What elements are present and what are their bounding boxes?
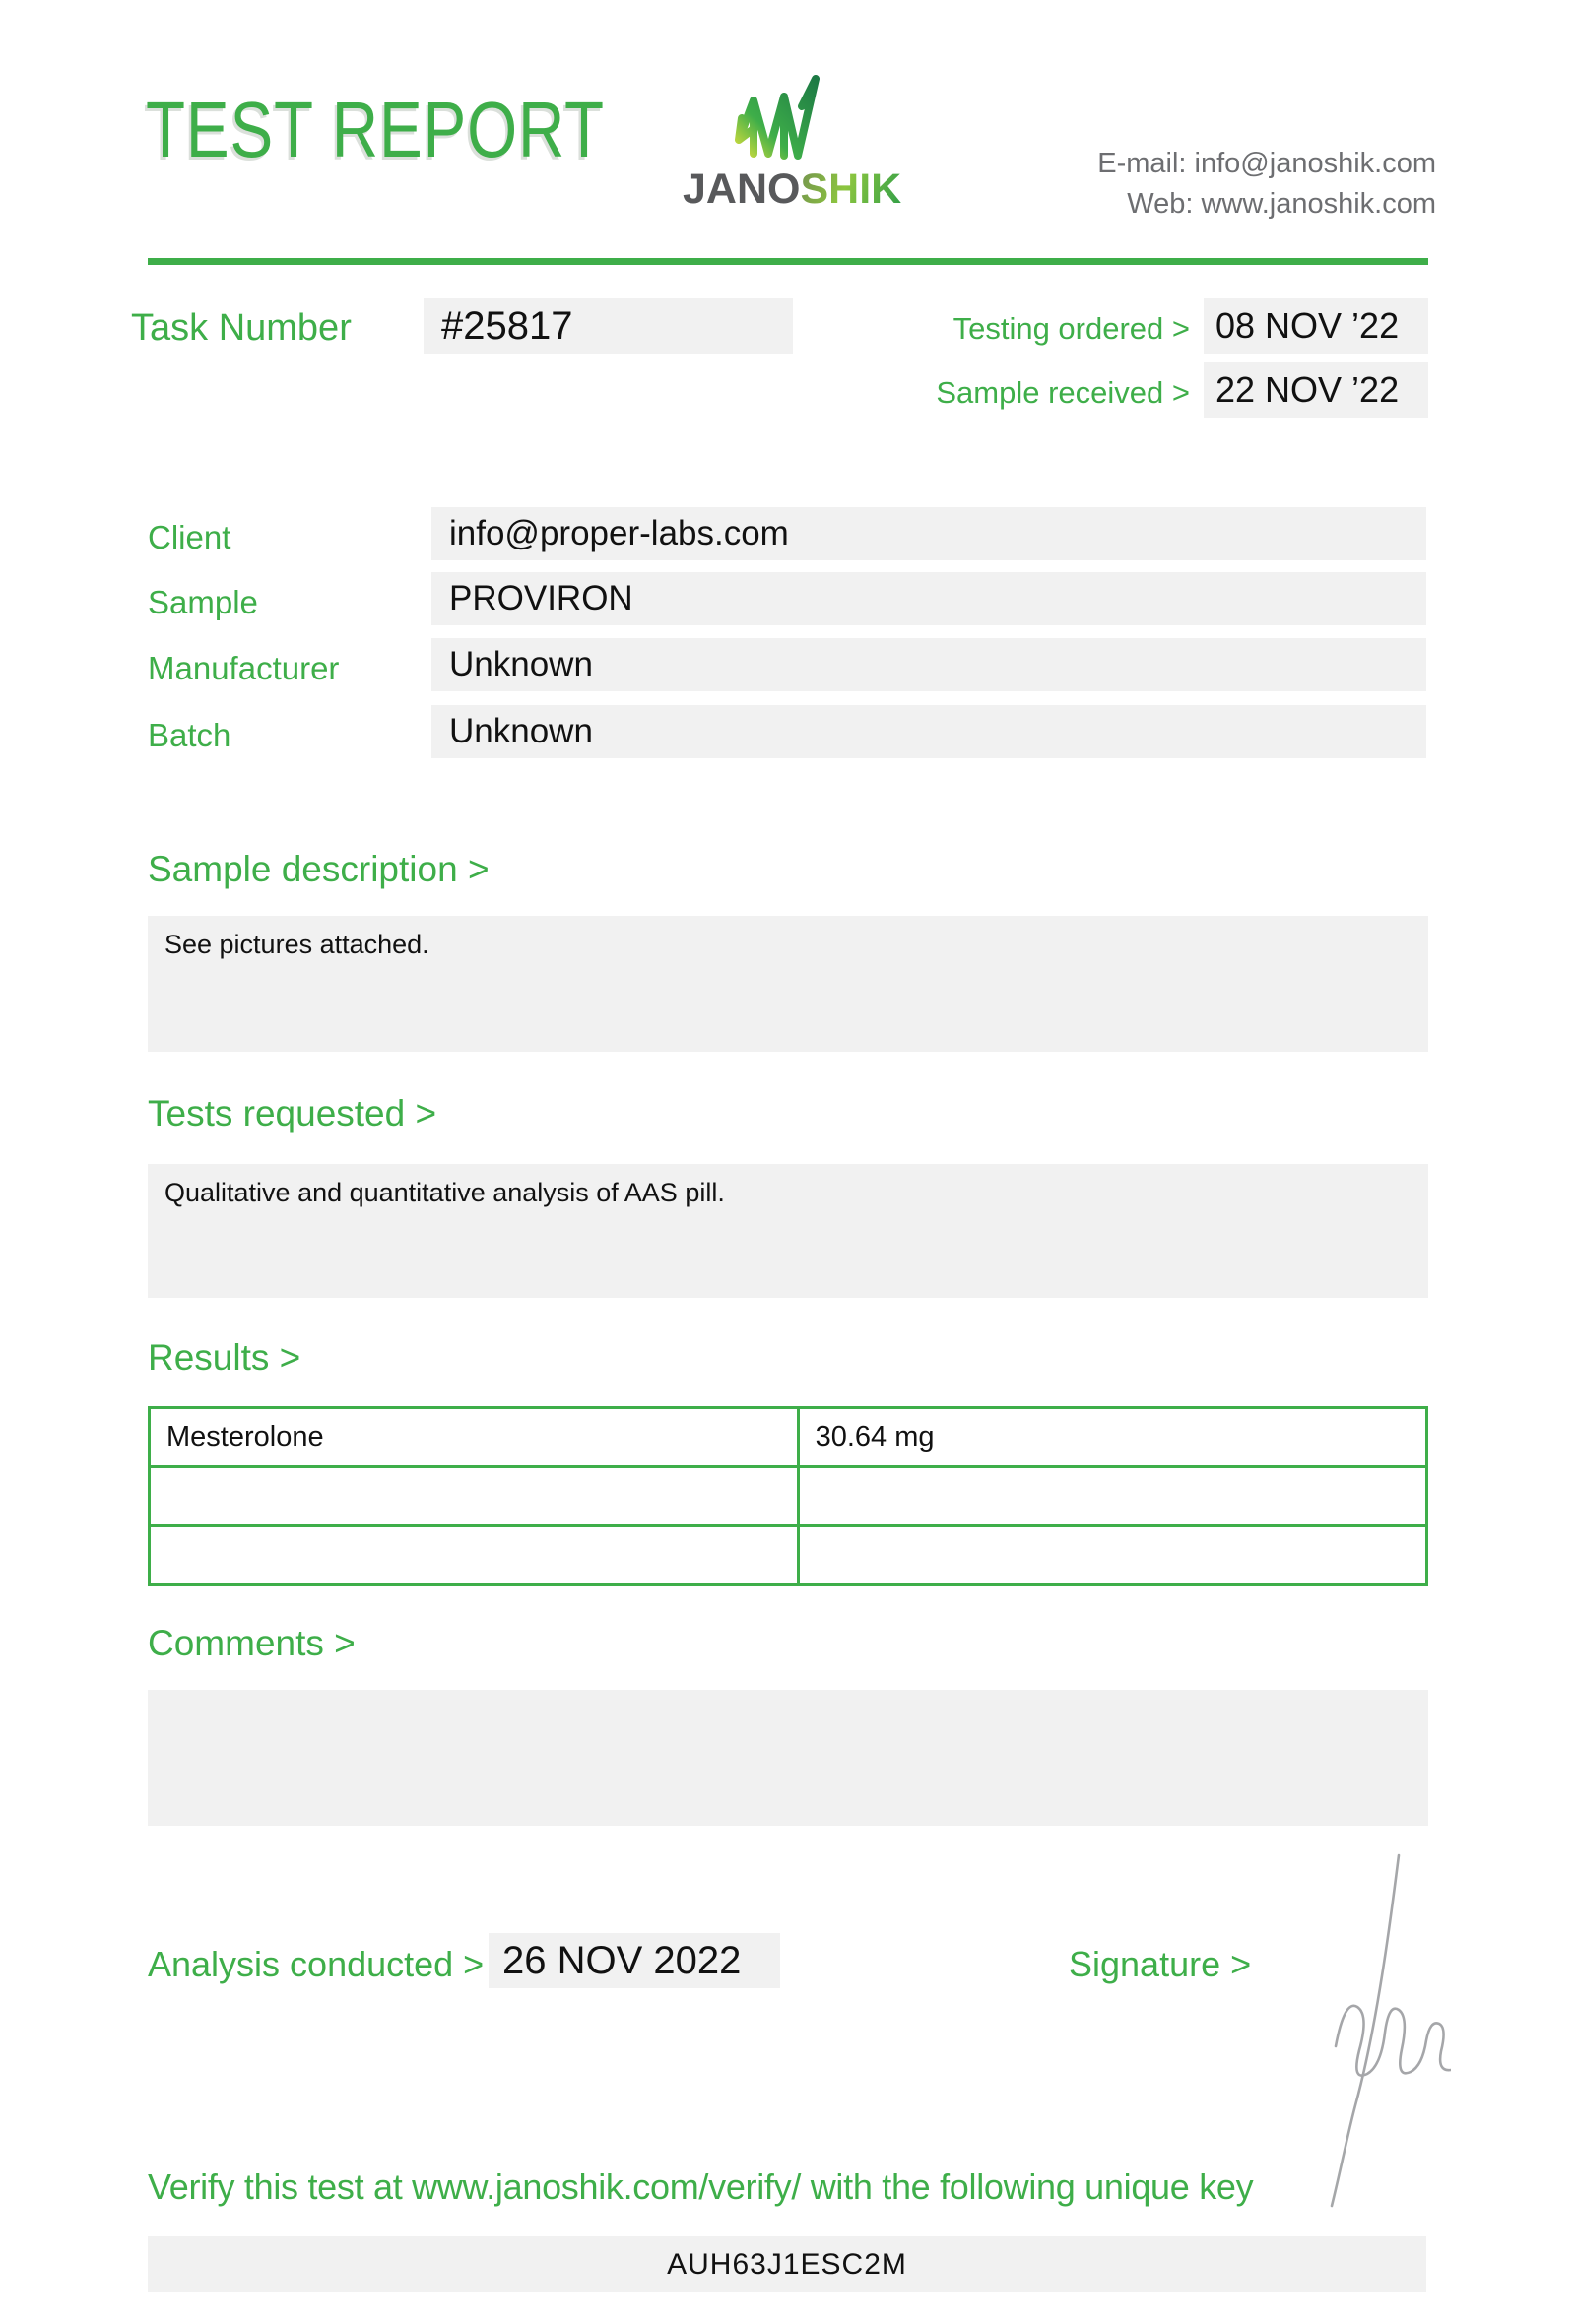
sample-received-date: 22 NOV ’22 xyxy=(1215,369,1400,410)
analysis-date-value: 26 NOV 2022 xyxy=(502,1939,742,1982)
task-number-value: #25817 xyxy=(441,304,573,348)
results-row-3 xyxy=(150,1526,1427,1585)
header-divider xyxy=(148,258,1428,265)
sample-description-box xyxy=(148,916,1428,1052)
client-label: Client xyxy=(148,519,231,555)
unique-key-bar xyxy=(148,2236,1426,2292)
analysis-date-box xyxy=(489,1933,780,1988)
results-row-2 xyxy=(150,1467,1427,1526)
result-amount-cell xyxy=(798,1526,1426,1585)
testing-ordered-date: 08 NOV ’22 xyxy=(1215,305,1400,346)
result-analyte-cell xyxy=(150,1467,799,1526)
comments-text xyxy=(148,1690,1428,1704)
growth-chart-icon xyxy=(729,69,832,165)
comments-heading: Comments > xyxy=(148,1623,356,1663)
manufacturer-box xyxy=(431,638,1426,691)
batch-label: Batch xyxy=(148,717,231,753)
task-number-label: Task Number xyxy=(131,307,352,349)
signature-label: Signature > xyxy=(1069,1944,1252,1984)
results-heading: Results > xyxy=(148,1337,301,1378)
verify-instruction: Verify this test at www.janoshik.com/verify/ with the following unique key xyxy=(148,2166,1254,2207)
unique-key-value: AUH63J1ESC2M xyxy=(667,2248,907,2281)
manufacturer-value: Unknown xyxy=(449,645,593,683)
tests-requested-text: Qualitative and quantitative analysis of AAS pill. xyxy=(164,1178,725,1207)
testing-ordered-box xyxy=(1204,298,1428,354)
manufacturer-label: Manufacturer xyxy=(148,650,340,686)
result-analyte-cell xyxy=(150,1526,799,1585)
sample-description-text: See pictures attached. xyxy=(164,930,429,959)
signature-image xyxy=(1279,1849,1451,2219)
page-title: TEST REPORT xyxy=(146,86,605,173)
client-box xyxy=(431,507,1426,560)
results-table xyxy=(148,1406,1428,1586)
logo-text-green: SHIK xyxy=(800,165,902,213)
contact-web: Web: www.janoshik.com xyxy=(1127,188,1436,220)
tests-requested-heading: Tests requested > xyxy=(148,1093,437,1133)
batch-box xyxy=(431,705,1426,758)
sample-box xyxy=(431,572,1426,625)
contact-block xyxy=(1097,144,1436,225)
client-value: info@proper-labs.com xyxy=(449,514,789,552)
result-amount-cell xyxy=(798,1467,1426,1526)
results-row-1 xyxy=(150,1408,1427,1467)
sample-received-box xyxy=(1204,362,1428,418)
testing-ordered-label: Testing ordered > xyxy=(952,311,1190,346)
batch-value: Unknown xyxy=(449,712,593,750)
logo-wordmark xyxy=(683,165,901,214)
logo-text-gray: JANO xyxy=(683,165,801,213)
result-analyte-cell: Mesterolone xyxy=(150,1408,799,1467)
task-number-box xyxy=(424,298,793,354)
sample-value: PROVIRON xyxy=(449,579,633,617)
sample-received-label: Sample received > xyxy=(936,375,1190,410)
result-amount-cell: 30.64 mg xyxy=(798,1408,1426,1467)
sample-description-heading: Sample description > xyxy=(148,849,490,889)
analysis-conducted-label: Analysis conducted > xyxy=(148,1944,485,1984)
tests-requested-box xyxy=(148,1164,1428,1298)
contact-email: E-mail: info@janoshik.com xyxy=(1097,148,1436,179)
comments-box xyxy=(148,1690,1428,1826)
sample-label: Sample xyxy=(148,584,258,620)
